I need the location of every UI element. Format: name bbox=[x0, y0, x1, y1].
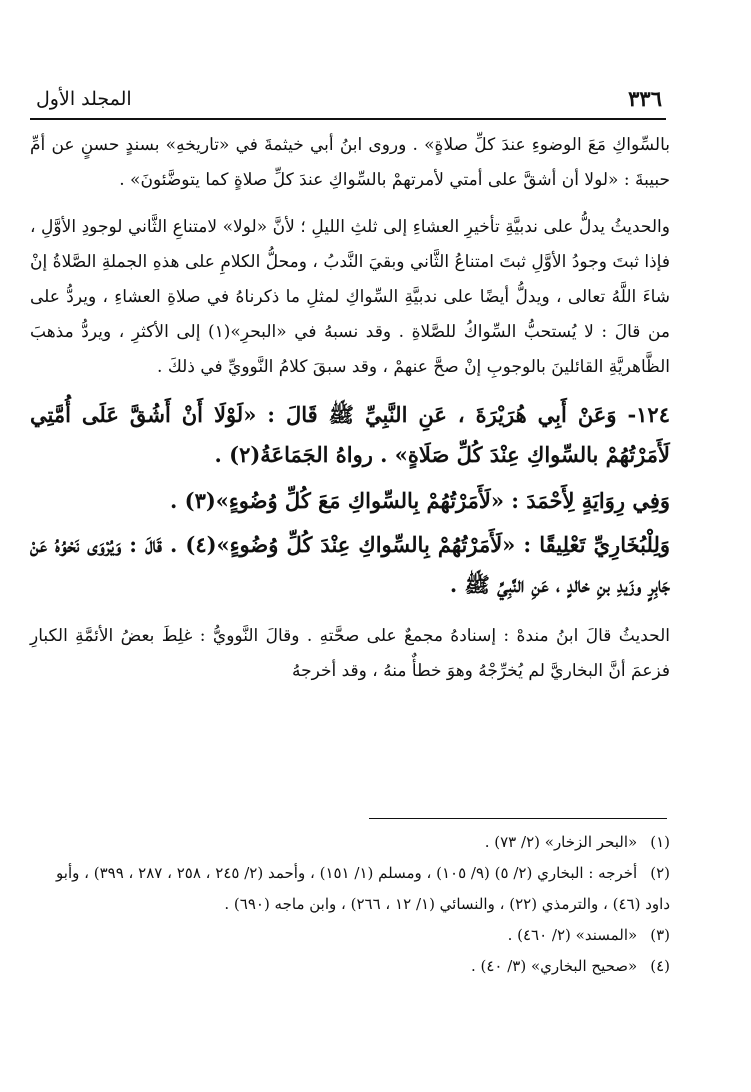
footnote-number: (٤) bbox=[650, 957, 670, 975]
footnote-text: «البحر الزخار» (٢/ ٧٣) . bbox=[484, 833, 638, 851]
footnote-item bbox=[30, 827, 670, 858]
intro-paragraph: بالسِّواكِ مَعَ الوضوءِ عندَ كلِّ صلاةٍ» . وروى ابنُ أبي خيثمةَ في «تاريخهِ» بسندٍ حسنٍ عن أمِّ حبيبةَ : «لولا أن أشقَّ على أمتي لأمرتهمْ بالسِّواكِ عندَ كلِّ صلاةٍ كما يتوضَّئونَ» . bbox=[30, 135, 670, 190]
footnote-text: أخرجه : البخاري (٢/ ٥) (٩/ ١٠٥) ، ومسلم (١/ ١٥١) ، وأحمد (٢/ ٢٤٥ ، ٢٥٨ ، ٢٨٧ ، ٣٩٩) ، وأبو داود (٤٦) ، والترمذي (٢٢) ، والنسائي (١/ ١٢ ، ٢٦٦) ، وابن ماجه (٦٩٠) . bbox=[56, 864, 670, 913]
footnote-number: (١) bbox=[650, 833, 670, 851]
page-number: ٣٣٦ bbox=[628, 86, 662, 111]
footnote-item bbox=[30, 858, 670, 920]
commentary-paragraph: والحديثُ يدلُّ على ندبيَّةِ تأخيرِ العشاءِ إلى ثلثِ الليلِ ؛ لأنَّ «لولا» لامتناعِ الثَّاني لوجودِ الأوَّلِ ، فإذا ثبتَ وجودُ الأوَّلِ ثبتَ امتناعُ الثَّاني وبقيَ النَّدبُ ، ومحلُّ الكلامِ على هذهِ الجملةِ الصَّلاةُ إنْ شاءَ اللَّهُ تعالى ، ويدلُّ أيضًا على ندبيَّةِ السِّواكِ لمثلِ ما ذكرناهُ في صلاةِ العشاءِ ، ويردُّ على من قالَ : لا يُستحبُّ السِّواكُ للصَّلاةِ . وقد نسبهُ في «البحرِ»(١) إلى الأكثرِ ، ويردُّ مذهبَ الظَّاهريَّةِ القائلينَ بالوجوبِ إنْ صحَّ عنهمْ ، وقد سبقَ كلامُ النَّوويِّ في ذلكَ . bbox=[30, 217, 671, 377]
page-header bbox=[30, 82, 666, 120]
footnotes bbox=[30, 827, 670, 982]
footnote-number: (٣) bbox=[650, 926, 670, 944]
comment-paragraph: الحديثُ قالَ ابنُ مندهْ : إسنادهُ مجمعٌ على صحَّتهِ . وقالَ النَّوويُّ : غلِطَ بعضُ الأئمَّةِ الكبارِ فزعمَ أنَّ البخاريَّ لم يُخرِّجْهُ وهوَ خطأٌ منهُ ، وقد أخرجهُ bbox=[30, 626, 670, 681]
footnote-divider bbox=[369, 818, 667, 819]
footnote-number: (٢) bbox=[650, 864, 670, 882]
hadith-variant-bukhari: وَلِلْبُخَارِيِّ تَعْلِيقًا : «لَأَمَرْتُهُمْ بِالسِّواكِ عِنْدَ كُلِّ وُضُوءٍ»(٤) . قَالَ : وَيُرْوَى نَحْوُهُ عَنْ جَابِرٍ وزَيدِ بنِ خالدٍ ، عَنِ النَّبِيِّ ﷺ . bbox=[30, 532, 670, 597]
hadith-variant-ahmad: وَفِي رِوَايَةٍ لِأَحْمَدَ : «لَأَمَرْتُهُمْ بِالسِّواكِ مَعَ كُلِّ وُضُوءٍ»(٣) . bbox=[170, 488, 670, 513]
volume-title: المجلد الأول bbox=[36, 88, 132, 110]
hadith-main: ١٢٤- وَعَنْ أَبِي هُرَيْرَةَ ، عَنِ النَّبِيِّ ﷺ قَالَ : «لَوْلَا أَنْ أَشُقَّ عَلَى أُمَّتِي لَأَمَرْتُهُمْ بالسِّواكِ عِنْدَ كُلِّ صَلَاةٍ» . رواهُ الجَمَاعَةُ(٢) . bbox=[30, 402, 670, 467]
footnote-text: «صحيح البخاري» (٣/ ٤٠) . bbox=[470, 957, 638, 975]
main-text bbox=[30, 128, 670, 689]
footnote-item bbox=[30, 920, 670, 951]
footnote-text: «المسند» (٢/ ٤٦٠) . bbox=[507, 926, 638, 944]
footnote-item bbox=[30, 951, 670, 982]
